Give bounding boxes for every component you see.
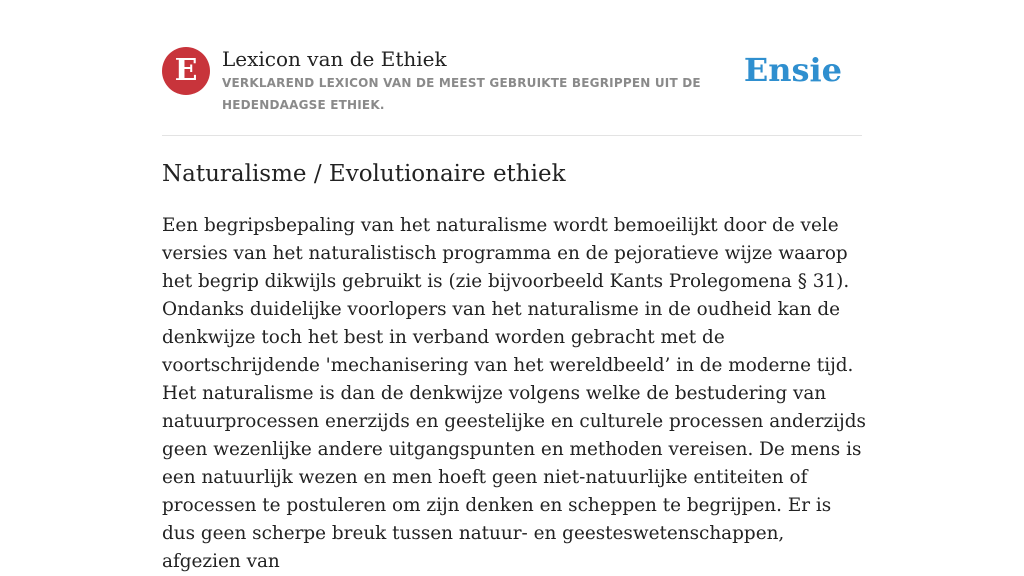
brand-logo[interactable]: Ensie: [743, 51, 842, 89]
site-header: [162, 46, 862, 116]
site-logo[interactable]: E: [162, 47, 210, 95]
header-divider: [162, 135, 862, 136]
site-title[interactable]: Lexicon van de Ethiek: [222, 47, 447, 71]
article-title: Naturalisme / Evolutionaire ethiek: [162, 161, 566, 187]
site-subtitle: VERKLAREND LEXICON VAN DE MEEST GEBRUIKTE BEGRIPPEN UIT DE HEDENDAAGSE ETHIEK.: [222, 76, 701, 112]
article-body: Een begripsbepaling van het naturalisme wordt bemoeilijkt door de vele versies van het naturalistisch programma en de pejoratieve wijze waarop het begrip dikwijls gebruikt is (zie bijvoorbeeld Kants Prolegomena § 31). Ondanks duidelijke voorlopers van het naturalisme in de oudheid kan de denkwijze toch het best in verband worden gebracht met de voortschrijdende 'mechanisering van het wereldbeeld’ in de moderne tijd. Het naturalisme is dan de denkwijze volgens welke de bestudering van natuurprocessen enerzijds en geestelijke en culturele processen anderzijds geen wezenlijke andere uitgangspunten en methoden vereisen. De mens is een natuurlijk wezen en men hoeft geen niet-natuurlijke entiteiten of processen te postuleren om zijn denken en scheppen te begrijpen. Er is dus geen scherpe breuk tussen natuur- en geesteswetenschappen, afgezien van: [162, 215, 866, 572]
